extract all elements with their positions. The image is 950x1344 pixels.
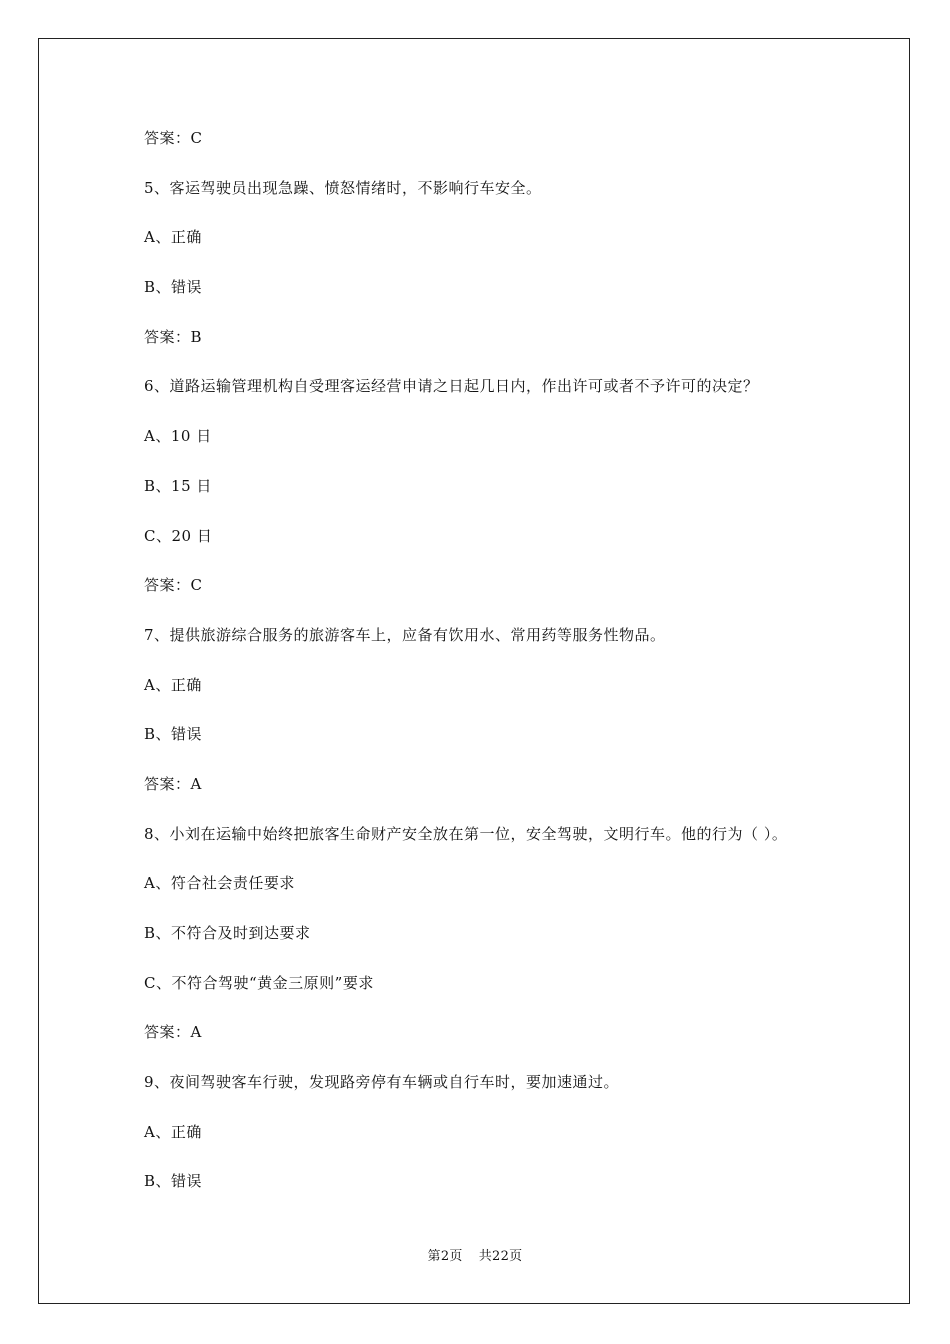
page-footer [0, 1248, 950, 1266]
answer-line: 答案：A [144, 774, 202, 793]
question-9: 9、夜间驾驶客车行驶，发现路旁停有车辆或自行车时，要加速通过。 [144, 1073, 620, 1092]
option-line: B、错误 [144, 1172, 203, 1191]
option-line: A、符合社会责任要求 [144, 874, 295, 893]
option-line: B、不符合及时到达要求 [144, 924, 311, 942]
question-8: 8、小刘在运输中始终把旅客生命财产安全放在第一位，安全驾驶，文明行车。他的行为（ ）。 [144, 824, 788, 843]
option-line: A、正确 [144, 228, 202, 247]
option-line: B、错误 [144, 278, 203, 297]
option-line: A、10 日 [144, 427, 212, 446]
page-number: 第2页 [427, 1249, 463, 1264]
option-line: B、15 日 [144, 476, 212, 495]
question-6: 6、道路运输管理机构自受理客运经营申请之日起几日内，作出许可或者不予许可的决定？ [144, 377, 759, 396]
option-line: B、错误 [144, 725, 203, 744]
option-line: C、20 日 [144, 526, 213, 545]
answer-line: 答案：A [144, 1023, 202, 1042]
answer-line: 答案：C [144, 576, 203, 595]
option-line: A、正确 [144, 675, 202, 694]
option-line: A、正确 [144, 1122, 202, 1141]
page-total: 共22页 [478, 1249, 523, 1264]
option-line: C、不符合驾驶“黄金三原则”要求 [144, 973, 374, 992]
document-body [144, 128, 864, 1221]
question-5: 5、客运驾驶员出现急躁、愤怒情绪时，不影响行车安全。 [144, 178, 542, 197]
answer-line: 答案：B [144, 327, 203, 346]
question-7: 7、提供旅游综合服务的旅游客车上，应备有饮用水、常用药等服务性物品。 [144, 625, 666, 644]
answer-line: 答案：C [144, 129, 203, 147]
